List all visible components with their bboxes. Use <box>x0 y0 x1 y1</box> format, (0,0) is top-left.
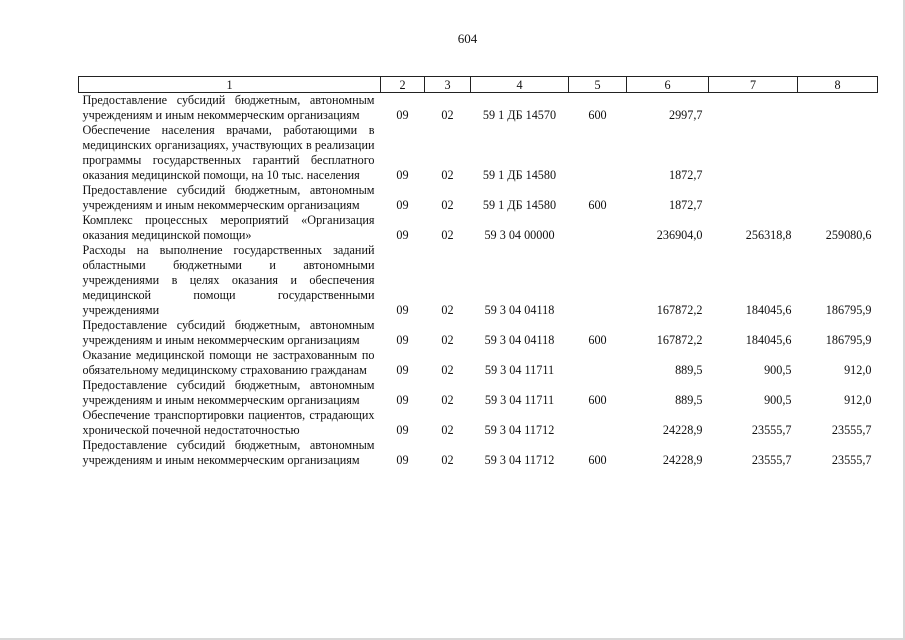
row-section: 09 <box>396 423 409 437</box>
table-body <box>79 93 878 469</box>
row-expense-type <box>569 348 627 378</box>
table-row <box>79 378 878 408</box>
row-amount-col6: 889,5 <box>675 363 703 377</box>
row-expense-type: 600 <box>588 453 607 467</box>
row-expense-type: 600 <box>588 333 607 347</box>
row-section: 09 <box>396 228 409 242</box>
row-section: 09 <box>396 453 409 467</box>
row-amount-col6: 1872,7 <box>668 168 703 182</box>
row-name: Предоставление субсидий бюджетным, автономным учреждениям и иным некоммерческим организациям <box>82 378 375 407</box>
row-section: 09 <box>396 198 409 212</box>
row-target-article: 59 3 04 04118 <box>484 303 555 317</box>
row-expense-type <box>569 213 627 243</box>
row-amount-col7 <box>709 123 798 183</box>
table-row <box>79 93 878 124</box>
row-subsection: 02 <box>441 363 454 377</box>
row-amount-col6: 236904,0 <box>656 228 703 242</box>
row-subsection: 02 <box>441 108 454 122</box>
row-name: Оказание медицинской помощи не застрахованным по обязательному медицинскому страхованию гражданам <box>82 348 375 377</box>
row-amount-col8: 912,0 <box>844 363 872 377</box>
row-expense-type <box>569 243 627 318</box>
row-amount-col7 <box>709 93 798 124</box>
row-target-article: 59 1 ДБ 14580 <box>482 198 557 212</box>
row-amount-col7 <box>709 183 798 213</box>
header-col-4: 4 <box>471 77 569 93</box>
row-amount-col8: 23555,7 <box>831 453 872 467</box>
table-row <box>79 243 878 318</box>
row-amount-col7: 184045,6 <box>745 333 792 347</box>
row-section: 09 <box>396 303 409 317</box>
row-target-article: 59 3 04 00000 <box>484 228 555 242</box>
row-amount-col6: 1872,7 <box>668 198 703 212</box>
row-amount-col7: 184045,6 <box>745 303 792 317</box>
row-amount-col8: 186795,9 <box>825 333 872 347</box>
header-col-5: 5 <box>569 77 627 93</box>
row-section: 09 <box>396 363 409 377</box>
row-amount-col8: 259080,6 <box>825 228 872 242</box>
row-section: 09 <box>396 108 409 122</box>
header-col-6: 6 <box>627 77 709 93</box>
header-col-3: 3 <box>425 77 471 93</box>
row-amount-col6: 24228,9 <box>662 423 703 437</box>
row-subsection: 02 <box>441 393 454 407</box>
row-expense-type <box>569 123 627 183</box>
row-amount-col8: 912,0 <box>844 393 872 407</box>
row-amount-col7: 256318,8 <box>745 228 792 242</box>
row-section: 09 <box>396 168 409 182</box>
table-row <box>79 183 878 213</box>
table-row <box>79 438 878 468</box>
row-name: Предоставление субсидий бюджетным, автономным учреждениям и иным некоммерческим организациям <box>82 318 375 347</box>
row-amount-col8 <box>798 183 878 213</box>
row-name: Обеспечение транспортировки пациентов, страдающих хронической почечной недостаточностью <box>82 408 375 437</box>
row-target-article: 59 3 04 11712 <box>484 423 555 437</box>
row-subsection: 02 <box>441 333 454 347</box>
row-name: Обеспечение населения врачами, работающими в медицинских организациях, участвующих в реализации программы государственных гарантий бесплатного оказания медицинской помощи, на 10 тыс. населения <box>82 123 375 182</box>
table-row <box>79 408 878 438</box>
row-target-article: 59 3 04 04118 <box>484 333 555 347</box>
row-subsection: 02 <box>441 303 454 317</box>
row-subsection: 02 <box>441 453 454 467</box>
row-amount-col8 <box>798 93 878 124</box>
row-expense-type <box>569 408 627 438</box>
row-name: Предоставление субсидий бюджетным, автономным учреждениям и иным некоммерческим организациям <box>82 183 375 212</box>
page-number: 604 <box>457 31 478 46</box>
row-target-article: 59 1 ДБ 14580 <box>482 168 557 182</box>
row-target-article: 59 3 04 11711 <box>484 363 555 377</box>
row-subsection: 02 <box>441 423 454 437</box>
table-row <box>79 213 878 243</box>
row-subsection: 02 <box>441 198 454 212</box>
row-section: 09 <box>396 393 409 407</box>
row-amount-col6: 167872,2 <box>656 303 703 317</box>
row-name: Предоставление субсидий бюджетным, автономным учреждениям и иным некоммерческим организациям <box>82 438 375 467</box>
row-amount-col6: 889,5 <box>675 393 703 407</box>
row-amount-col6: 167872,2 <box>656 333 703 347</box>
row-amount-col8: 186795,9 <box>825 303 872 317</box>
row-expense-type: 600 <box>588 198 607 212</box>
row-section: 09 <box>396 333 409 347</box>
row-expense-type: 600 <box>588 393 607 407</box>
table-row <box>79 348 878 378</box>
header-col-2: 2 <box>381 77 425 93</box>
row-target-article: 59 1 ДБ 14570 <box>482 108 557 122</box>
row-subsection: 02 <box>441 228 454 242</box>
table-row <box>79 123 878 183</box>
row-amount-col8 <box>798 123 878 183</box>
header-col-1: 1 <box>79 77 381 93</box>
row-target-article: 59 3 04 11711 <box>484 393 555 407</box>
budget-table <box>78 76 878 468</box>
row-amount-col6: 24228,9 <box>662 453 703 467</box>
header-col-8: 8 <box>798 77 878 93</box>
row-amount-col7: 23555,7 <box>751 423 792 437</box>
row-subsection: 02 <box>441 168 454 182</box>
row-amount-col7: 23555,7 <box>751 453 792 467</box>
header-row <box>79 77 878 93</box>
row-amount-col7: 900,5 <box>764 363 792 377</box>
row-amount-col7: 900,5 <box>764 393 792 407</box>
table-row <box>79 318 878 348</box>
row-amount-col8: 23555,7 <box>831 423 872 437</box>
row-amount-col6: 2997,7 <box>668 108 703 122</box>
row-name: Предоставление субсидий бюджетным, автономным учреждениям и иным некоммерческим организациям <box>82 93 375 122</box>
row-expense-type: 600 <box>588 108 607 122</box>
row-target-article: 59 3 04 11712 <box>484 453 555 467</box>
row-name: Расходы на выполнение государственных заданий областными бюджетными и автономными учреждениями в целях оказания и обеспечения медицинской помощи государственными учреждениями <box>82 243 375 317</box>
header-col-7: 7 <box>709 77 798 93</box>
row-name: Комплекс процессных мероприятий «Организация оказания медицинской помощи» <box>82 213 375 242</box>
